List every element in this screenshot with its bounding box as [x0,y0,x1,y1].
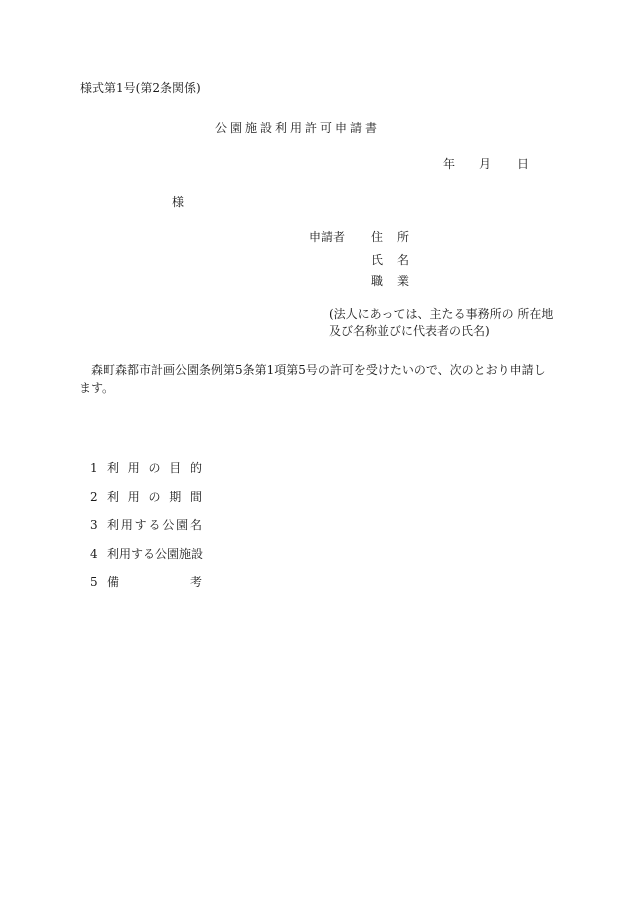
address-label: 住所 [371,230,424,244]
list-item [90,545,220,574]
list-item [90,488,220,517]
list-item [90,573,220,602]
corporation-note: (法人にあっては、主たる事務所の 所在地及び名称並びに代表者の氏名) [329,307,554,338]
item-number: 3 [90,518,98,532]
application-items [90,459,220,602]
item-number: 1 [90,461,98,475]
document-title: 公園施設利用許可申請書 [215,121,381,135]
item-label: 利用する公園名 [107,518,202,532]
item-label: 備 考 [107,575,202,589]
name-label: 氏名 [371,253,424,267]
date-day-label: 日 [517,157,530,171]
list-item [90,459,220,488]
date-year-label: 年 [443,157,456,171]
form-number: 様式第1号(第2条関係) [80,81,201,95]
item-number: 4 [90,546,98,561]
item-label: 利用する公園施設 [107,546,204,561]
item-number: 2 [90,489,98,504]
date-month-label: 月 [479,157,492,171]
item-label: 利用の目的 [107,461,202,475]
application-statement: 森町森都市計画公園条例第5条第1項第5号の許可を受けたいので、次のとおり申請します。 [79,363,546,395]
item-label: 利用の期間 [107,489,202,504]
item-number: 5 [90,575,98,589]
applicant-label: 申請者 [309,230,346,244]
list-item [90,516,220,545]
occupation-label: 職業 [371,274,424,288]
addressee-suffix: 様 [172,195,185,209]
